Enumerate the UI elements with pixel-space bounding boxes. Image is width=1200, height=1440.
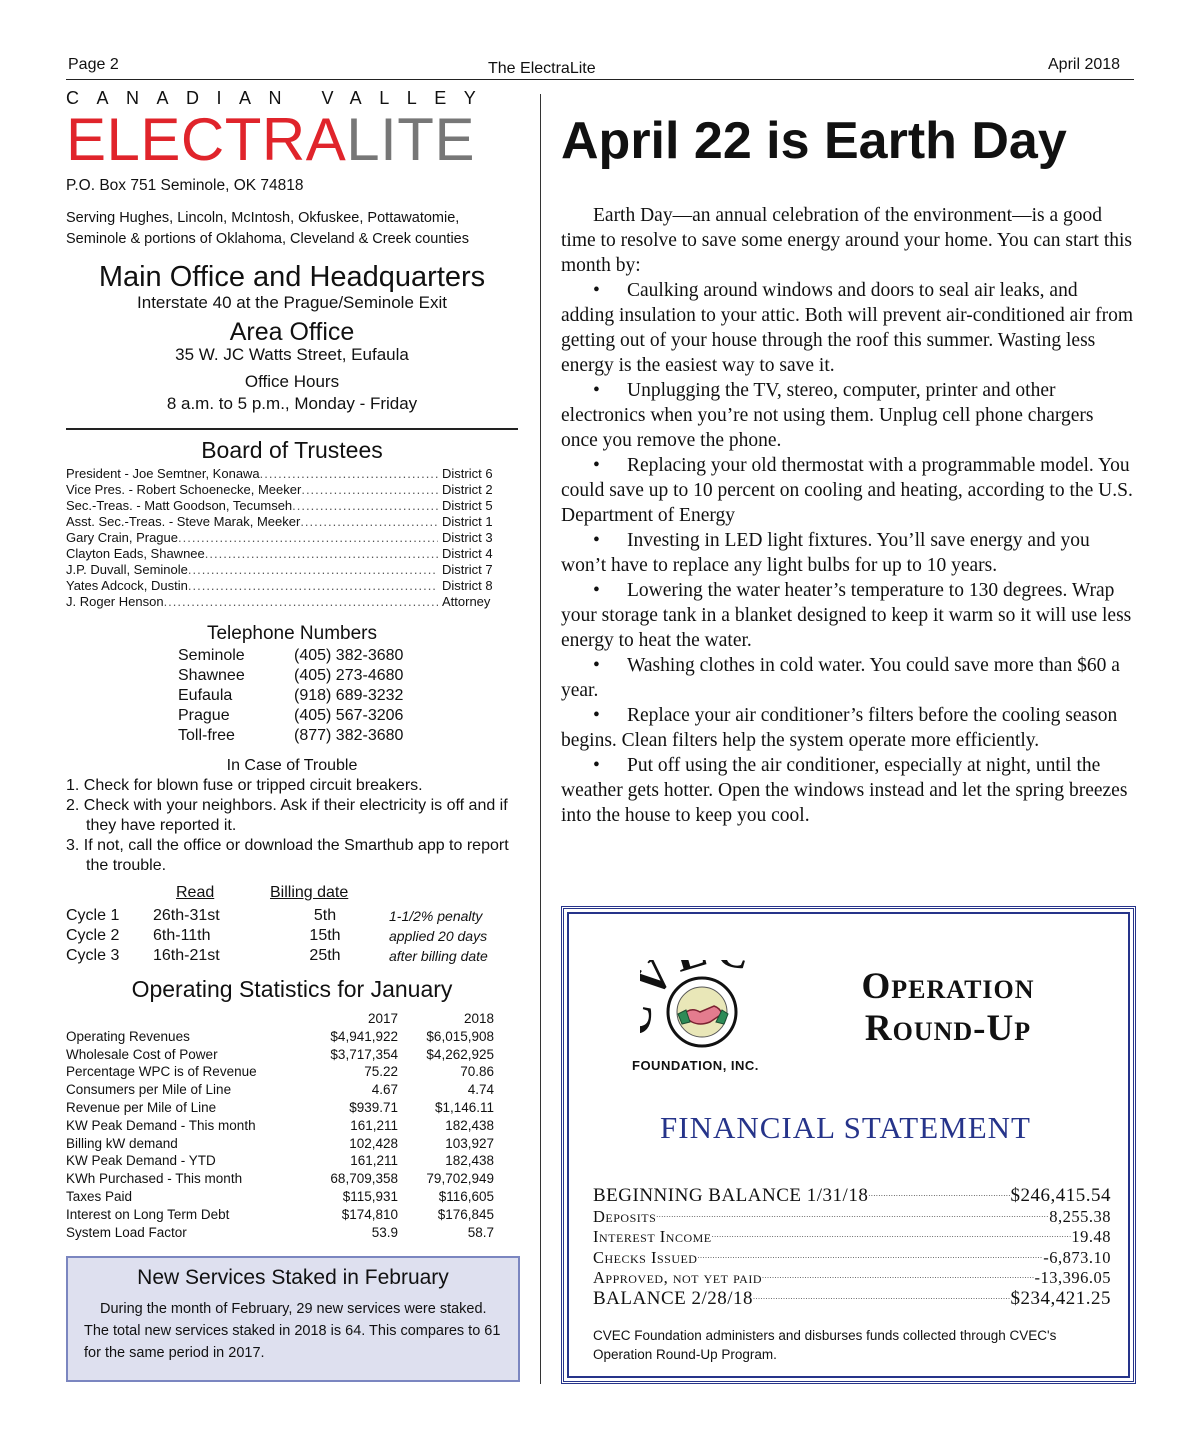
phone-number: (405) 567-3206 [294, 707, 404, 724]
program-title [810, 966, 1086, 1050]
trouble-step: 1. Check for blown fuse or tripped circuit breakers. [66, 777, 423, 794]
foundation-note: CVEC Foundation administers and disburses funds collected through CVEC's Operation Round-Up Program. [593, 1328, 1057, 1362]
leader-dots [762, 1268, 1035, 1289]
financial-statement-title: FINANCIAL STATEMENT [660, 1110, 1031, 1145]
cycle-row [66, 906, 488, 926]
stats-row [66, 1028, 496, 1046]
leader-dots [300, 514, 438, 530]
article-bullet [561, 453, 1135, 528]
trustee-list [66, 466, 502, 610]
financial-rows [593, 1186, 1111, 1309]
new-services-title: New Services Staked in February [137, 1266, 449, 1289]
stats-row [66, 1152, 496, 1170]
phone-place: Toll-free [178, 727, 235, 744]
billing-date-header: Billing date [270, 884, 349, 901]
read-header: Read [176, 884, 215, 901]
cycle-name: Cycle 3 [66, 947, 120, 964]
trouble-title: In Case of Trouble [226, 757, 358, 774]
page-number: Page 2 [68, 56, 119, 73]
stat-label: Operating Revenues [66, 1028, 190, 1044]
stat-2018: 58.7 [467, 1224, 494, 1240]
stats-row [66, 1188, 496, 1206]
trustee-name: J.P. Duvall, Seminole [66, 562, 188, 577]
stats-row [66, 1135, 496, 1153]
trustee-row [66, 466, 502, 482]
phone-row [178, 686, 403, 706]
trustee-district: District 4 [442, 546, 493, 561]
trustee-row [66, 562, 502, 578]
trustee-district: District 8 [442, 578, 493, 593]
stat-label: Consumers per Mile of Line [66, 1082, 232, 1098]
trouble-steps [66, 776, 526, 876]
trustee-name: Yates Adcock, Dustin [66, 578, 188, 593]
article-bullet [561, 753, 1135, 828]
article-bullet [561, 378, 1135, 453]
stats-row [66, 1063, 496, 1081]
trustee-row [66, 498, 502, 514]
bullet-text: Replacing your old thermostat with a programmable model. You could save up to 10 percent on cooling and heating, according to the U.S. Department of Energy [561, 455, 1133, 526]
stat-2018: 79,702,949 [426, 1171, 494, 1187]
cycle-note: applied 20 days [389, 928, 488, 944]
bullet-text: Put off using the air conditioner, especially at night, until the weather gets hotter. Open the windows instead and let the spring breezes into the house to keep you cool. [561, 755, 1128, 826]
stat-label: Revenue per Mile of Line [66, 1099, 217, 1115]
trustee-name: Vice Pres. - Robert Schoenecke, Meeker [66, 482, 302, 497]
financial-row [593, 1268, 1111, 1289]
stat-2017: $3,717,354 [330, 1046, 398, 1062]
stat-label: Percentage WPC is of Revenue [66, 1064, 257, 1080]
financial-value: $246,415.54 [1010, 1185, 1111, 1206]
financial-value: -6,873.10 [1043, 1247, 1111, 1267]
trustee-district: District 2 [442, 482, 493, 497]
stat-2017: $4,941,922 [330, 1028, 398, 1044]
trustee-district: District 3 [442, 530, 493, 545]
bullet-text: Investing in LED light fixtures. You’ll save energy and you won’t have to replace any light bulbs for up to 10 years. [561, 530, 1090, 576]
logo-text [640, 960, 760, 1039]
cycle-name: Cycle 1 [66, 907, 120, 924]
trustee-name: Asst. Sec.-Treas. - Steve Marak, Meeker [66, 514, 301, 529]
financial-value: 8,255.38 [1049, 1206, 1111, 1226]
logo-arc-text-svg [640, 960, 790, 1040]
article-intro: Earth Day—an annual celebration of the environment—is a good time to resolve to save some energy around your home. You can start this month by: [561, 205, 1132, 276]
header-rule [66, 79, 1134, 80]
stats-row [66, 1081, 496, 1099]
financial-row [593, 1248, 1111, 1269]
cycle-billing: 15th [309, 927, 341, 944]
stat-2018: 182,438 [445, 1153, 494, 1169]
financial-row [593, 1186, 1111, 1207]
financial-label: Checks Issued [593, 1247, 698, 1267]
cycle-row [66, 946, 488, 966]
financial-value: 19.48 [1071, 1227, 1111, 1246]
stat-2018: $4,262,925 [426, 1046, 494, 1062]
financial-row [593, 1227, 1111, 1248]
phone-place: Shawnee [178, 667, 245, 684]
financial-row [593, 1207, 1111, 1228]
cycle-note: 1-1/2% penalty [389, 908, 483, 924]
article-bullet [561, 653, 1135, 703]
leader-dots [164, 594, 438, 610]
stats-row [66, 1117, 496, 1135]
svg-text:CVEC [640, 960, 760, 1039]
stat-label: Interest on Long Term Debt [66, 1206, 230, 1222]
financial-label: Approved, not yet paid [593, 1268, 762, 1287]
phone-place: Eufaula [178, 687, 233, 704]
masthead-logo [66, 108, 475, 172]
section-rule [66, 428, 518, 430]
leader-dots [301, 482, 438, 498]
stat-label: KWh Purchased - This month [66, 1171, 243, 1187]
stat-2018: $116,605 [438, 1188, 494, 1204]
brand-red: ELECTRA [66, 106, 347, 173]
stat-label: KW Peak Demand - This month [66, 1117, 256, 1133]
cycle-read: 6th-11th [153, 927, 211, 944]
stat-2017: 102,428 [349, 1135, 398, 1151]
phone-place: Prague [178, 707, 230, 724]
board-title: Board of Trustees [201, 437, 383, 463]
stat-2017: 75.22 [364, 1064, 398, 1080]
stat-label: KW Peak Demand - YTD [66, 1153, 216, 1169]
leader-dots [868, 1186, 1010, 1207]
program-title-line: Operation [861, 966, 1035, 1007]
leader-dots [656, 1207, 1049, 1228]
trustee-row [66, 530, 502, 546]
stat-label: System Load Factor [66, 1224, 187, 1240]
trustee-row [66, 578, 502, 594]
column-divider [540, 94, 541, 1384]
masthead-kicker: CANADIAN VALLEY [66, 88, 494, 108]
stats-row [66, 1206, 496, 1224]
phone-row [178, 666, 403, 686]
financial-row [593, 1289, 1111, 1310]
trustee-row [66, 594, 502, 610]
new-services-box [66, 1256, 520, 1382]
stat-2017: 4.67 [371, 1082, 398, 1098]
stat-2017: $115,931 [342, 1188, 398, 1204]
cycle-billing: 25th [309, 947, 341, 964]
stats-row [66, 1046, 496, 1064]
leader-dots [205, 546, 438, 562]
stats-header-row [66, 1010, 496, 1028]
service-area-line: Serving Hughes, Lincoln, McIntosh, Okfuskee, Pottawatomie, [66, 210, 460, 226]
col-2017: 2017 [367, 1011, 398, 1026]
stat-2017: $939.71 [349, 1099, 398, 1115]
stat-label: Billing kW demand [66, 1135, 178, 1151]
trustee-name: Clayton Eads, Shawnee [66, 546, 205, 561]
stat-2018: 70.86 [460, 1064, 494, 1080]
bullet-text: Washing clothes in cold water. You could save more than $60 a year. [561, 655, 1120, 701]
article-bullet [561, 578, 1135, 653]
issue-date: April 2018 [1048, 56, 1121, 73]
cycle-read: 26th-31st [153, 907, 220, 924]
phone-place: Seminole [178, 647, 245, 664]
phone-list [178, 646, 403, 746]
mailing-address: P.O. Box 751 Seminole, OK 74818 [66, 177, 304, 194]
stat-2017: 161,211 [350, 1117, 398, 1133]
stat-2017: $174,810 [341, 1206, 398, 1222]
bullet-text: Unplugging the TV, stereo, computer, printer and other electronics when you’re not using them. Unplug cell phone chargers once you remove the phone. [561, 380, 1094, 451]
stat-2018: $6,015,908 [426, 1028, 494, 1044]
stat-label: Taxes Paid [66, 1188, 133, 1204]
logo-subtitle: FOUNDATION, INC. [632, 1058, 759, 1073]
stat-2018: $1,146.11 [434, 1099, 494, 1115]
phone-row [178, 726, 403, 746]
stat-2018: $176,845 [437, 1206, 494, 1222]
operating-stats-table [66, 1010, 496, 1241]
main-office-title: Main Office and Headquarters [98, 261, 486, 293]
phone-number: (918) 689-3232 [294, 687, 404, 704]
logo-arc-text [640, 960, 790, 1040]
stat-2017: 161,211 [350, 1153, 398, 1169]
office-hours-title: Office Hours [244, 372, 340, 391]
operating-stats-title: Operating Statistics for January [131, 976, 453, 1002]
bullet-text: Replace your air conditioner’s filters before the cooling season begins. Clean filters help the system operate more efficiently. [561, 705, 1118, 751]
service-area [66, 208, 536, 250]
bullet-text: Lowering the water heater’s temperature to 130 degrees. Wrap your storage tank in a blanket designed to keep it warm so it will use less energy to heat the water. [561, 580, 1132, 651]
trustee-district: Attorney [442, 594, 491, 609]
trouble-step: 3. If not, call the office or download the Smarthub app to report the trouble. [66, 837, 509, 874]
trustee-district: District 5 [442, 498, 493, 513]
article-bullet [561, 528, 1135, 578]
financial-label: Interest Income [593, 1227, 712, 1246]
financial-label: Deposits [593, 1206, 657, 1226]
new-services-body: During the month of February, 29 new services were staked. The total new services staked in 2018 is 64. This compares to 61 for the same period in 2017. [84, 1301, 501, 1361]
phone-number: (405) 273-4680 [294, 667, 404, 684]
trustee-row [66, 546, 502, 562]
cycle-note: after billing date [389, 948, 488, 964]
trustee-district: District 1 [442, 514, 493, 529]
billing-cycles [66, 906, 488, 966]
trustee-name: J. Roger Henson [66, 594, 164, 609]
leader-dots [188, 578, 438, 594]
col-2018: 2018 [463, 1011, 494, 1026]
publication-name: The ElectraLite [488, 60, 596, 77]
stats-row [66, 1099, 496, 1117]
area-office-title: Area Office [229, 318, 355, 346]
bullet-text: Caulking around windows and doors to seal air leaks, and adding insulation to your attic. Both will prevent air-conditioned air from getting out of your house through the roof this summer. Wasting less energy is the easiest way to save it. [561, 280, 1134, 376]
cycle-row [66, 926, 488, 946]
leader-dots [292, 498, 438, 514]
earth-day-headline: April 22 is Earth Day [561, 112, 1067, 170]
trustee-name: President - Joe Semtner, Konawa [66, 466, 260, 481]
area-office-address: 35 W. JC Watts Street, Eufaula [175, 345, 409, 364]
financial-value: -13,396.05 [1034, 1268, 1111, 1287]
leader-dots [712, 1227, 1072, 1248]
program-title-line: Round-Up [864, 1008, 1032, 1049]
leader-dots [753, 1289, 1010, 1310]
stat-2018: 103,927 [445, 1135, 494, 1151]
stats-row [66, 1224, 496, 1242]
cycle-name: Cycle 2 [66, 927, 120, 944]
cycle-read: 16th-21st [153, 947, 220, 964]
article-bullet [561, 703, 1135, 753]
trustee-row [66, 514, 502, 530]
stat-label: Wholesale Cost of Power [66, 1046, 218, 1062]
leader-dots [697, 1248, 1043, 1269]
stat-2018: 182,438 [445, 1117, 494, 1133]
financial-label: BALANCE 2/28/18 [593, 1287, 754, 1309]
phone-number: (877) 382-3680 [294, 727, 404, 744]
leader-dots [260, 466, 438, 482]
stat-2018: 4.74 [467, 1082, 494, 1098]
trouble-step: 2. Check with your neighbors. Ask if their electricity is off and if they have reported it. [66, 797, 508, 834]
trustee-district: District 7 [442, 562, 493, 577]
phone-row [178, 646, 403, 666]
trustee-name: Sec.-Treas. - Matt Goodson, Tecumseh [66, 498, 293, 513]
financial-value: $234,421.25 [1010, 1287, 1111, 1309]
leader-dots [188, 562, 438, 578]
phone-row [178, 706, 403, 726]
telephone-title: Telephone Numbers [206, 623, 378, 644]
trustee-row [66, 482, 502, 498]
article-bullet [561, 278, 1135, 378]
stat-2017: 68,709,358 [330, 1171, 398, 1187]
stat-2017: 53.9 [371, 1224, 398, 1240]
office-hours: 8 a.m. to 5 p.m., Monday - Friday [166, 394, 418, 413]
service-area-line: Seminole & portions of Oklahoma, Cleveland & Creek counties [66, 231, 469, 247]
stats-row [66, 1170, 496, 1188]
cycle-billing: 5th [313, 907, 337, 924]
phone-number: (405) 382-3680 [294, 647, 404, 664]
main-office-location: Interstate 40 at the Prague/Seminole Exit [137, 293, 447, 312]
financial-label: BEGINNING BALANCE 1/31/18 [593, 1185, 869, 1206]
trustee-district: District 6 [442, 466, 493, 481]
trustee-name: Gary Crain, Prague [66, 530, 178, 545]
earth-day-article [561, 203, 1135, 828]
brand-gray: LITE [346, 106, 475, 173]
leader-dots [178, 530, 438, 546]
